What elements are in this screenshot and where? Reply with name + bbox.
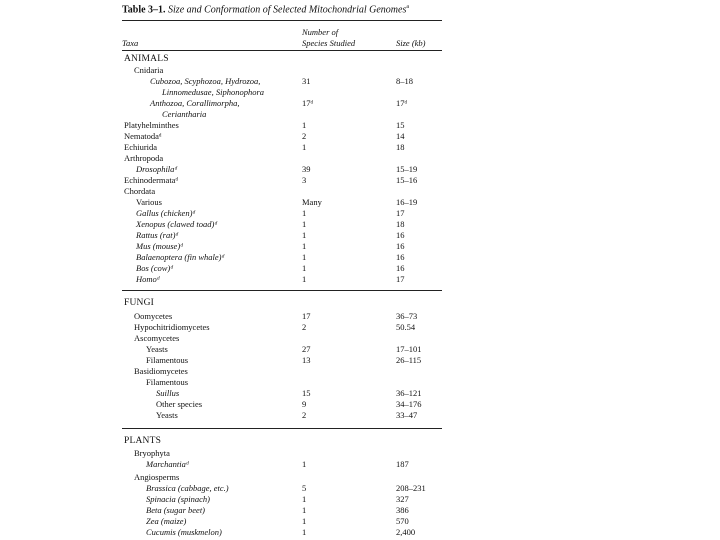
species-count-cell: 1 (302, 252, 307, 262)
table-row (0, 366, 720, 377)
taxon-cell: Echiurida (124, 142, 158, 152)
size-kb-cell: 17 (396, 208, 405, 218)
taxon-cell: Filamentous (146, 355, 189, 365)
size-kb-cell: 15–19 (396, 164, 418, 174)
species-count-cell: 1 (302, 505, 307, 515)
table-row (0, 388, 720, 399)
species-count-cell: 17ᵈ (302, 98, 314, 108)
species-count-cell: 1 (302, 219, 307, 229)
taxon-cell: Oomycetes (134, 311, 173, 321)
taxon-cell: Yeasts (156, 410, 178, 420)
taxon-cell: Drosophilaᵈ (136, 164, 178, 174)
table-row (0, 344, 720, 355)
species-count-cell: 1 (302, 459, 307, 469)
table-row (0, 131, 720, 142)
table-row (0, 472, 720, 483)
column-header-taxa: Taxa (122, 38, 139, 48)
taxon-cell: Beta (sugar beet) (146, 505, 206, 515)
species-count-cell: 9 (302, 399, 307, 409)
taxon-cell: Chordata (124, 186, 156, 196)
table-row (0, 483, 720, 494)
table-row (0, 164, 720, 175)
species-count-cell: 15 (302, 388, 311, 398)
table-row (0, 109, 720, 120)
section-label-fungi: FUNGI (124, 298, 155, 308)
size-kb-cell: 14 (396, 131, 405, 141)
column-header-species-line2: Species Studied (302, 38, 356, 48)
size-kb-cell: 15–16 (396, 175, 418, 185)
species-count-cell: 1 (302, 230, 307, 240)
table-row (0, 377, 720, 388)
species-count-cell: 2 (302, 410, 307, 420)
size-kb-cell: 18 (396, 142, 405, 152)
taxon-cell: Nematodaᵈ (124, 131, 162, 141)
top-rule (122, 20, 442, 21)
table-row (0, 436, 720, 447)
size-kb-cell: 16 (396, 263, 405, 273)
species-count-cell: 1 (302, 241, 307, 251)
species-count-cell: 1 (302, 263, 307, 273)
table-caption (122, 4, 409, 15)
table-row (0, 494, 720, 505)
size-kb-cell: 33–47 (396, 410, 418, 420)
table-row (0, 322, 720, 333)
size-kb-cell: 18 (396, 219, 405, 229)
taxon-cell: Marchantiaᵈ (146, 459, 189, 469)
taxon-cell: Various (136, 197, 162, 207)
size-kb-cell: 16–19 (396, 197, 418, 207)
size-kb-cell: 208–231 (396, 483, 426, 493)
table-row (0, 142, 720, 153)
species-count-cell: 13 (302, 355, 311, 365)
size-kb-cell: 17ᵈ (396, 98, 408, 108)
taxon-cell: Arthropoda (124, 153, 164, 163)
section-rule (122, 428, 442, 429)
table-row (0, 505, 720, 516)
taxon-cell: Cubozoa, Scyphozoa, Hydrozoa, (150, 76, 261, 86)
table-row (0, 175, 720, 186)
table-row (0, 197, 720, 208)
taxon-cell: Balaenoptera (fin whale)ᵈ (136, 252, 225, 262)
size-kb-cell: 386 (396, 505, 409, 515)
taxon-cell: Spinacia (spinach) (146, 494, 210, 504)
table-row (0, 120, 720, 131)
species-count-cell: 2 (302, 131, 307, 141)
size-kb-cell: 2,400 (396, 527, 416, 537)
table-row (0, 410, 720, 421)
table-row (0, 355, 720, 366)
taxon-cell: Rattus (rat)ᵈ (136, 230, 179, 240)
species-count-cell: 17 (302, 311, 311, 321)
table-row (0, 65, 720, 76)
species-count-cell: 2 (302, 322, 307, 332)
size-kb-cell: 15 (396, 120, 405, 130)
size-kb-cell: 187 (396, 459, 409, 469)
taxon-cell: Xenopus (clawed toad)ᵈ (136, 219, 218, 229)
taxon-cell: Zea (maize) (146, 516, 187, 526)
table-row (0, 459, 720, 470)
species-count-cell: 3 (302, 175, 307, 185)
species-count-cell: 31 (302, 76, 311, 86)
species-count-cell: 1 (302, 527, 307, 537)
taxon-cell: Filamentous (146, 377, 189, 387)
size-kb-cell: 8–18 (396, 76, 413, 86)
header-rule (122, 50, 442, 51)
table-row (0, 54, 720, 65)
taxon-cell: Suillus (156, 388, 180, 398)
size-kb-cell: 34–176 (396, 399, 422, 409)
table-row (0, 76, 720, 87)
species-count-cell: 5 (302, 483, 307, 493)
taxon-cell: Platyhelminthes (124, 120, 179, 130)
size-kb-cell: 50.54 (396, 322, 416, 332)
table-row (0, 399, 720, 410)
taxon-cell: Cucumis (muskmelon) (146, 527, 222, 537)
size-kb-cell: 36–73 (396, 311, 418, 321)
taxon-cell: Ascomycetes (134, 333, 180, 343)
section-rule (122, 290, 442, 291)
species-count-cell: 1 (302, 208, 307, 218)
taxon-cell: Angiosperms (134, 472, 180, 482)
taxon-cell: Yeasts (146, 344, 168, 354)
taxon-cell: Linnomedusae, Siphonophora (162, 87, 264, 97)
table-row (0, 87, 720, 98)
taxon-cell: Other species (156, 399, 203, 409)
table-row (0, 186, 720, 197)
table-row (0, 527, 720, 538)
title-footnote-mark: a (406, 4, 410, 10)
table-title: Size and Conformation of Selected Mitochondrial Genomes (168, 4, 407, 16)
table-row (0, 448, 720, 459)
species-count-cell: 27 (302, 344, 311, 354)
section-label-animals: ANIMALS (124, 54, 169, 64)
taxon-cell: Cnidaria (134, 65, 164, 75)
taxon-cell: Basidiomycetes (134, 366, 188, 376)
size-kb-cell: 570 (396, 516, 409, 526)
size-kb-cell: 26–115 (396, 355, 422, 365)
table-row (0, 298, 720, 309)
table-row (0, 333, 720, 344)
table-row (0, 263, 720, 274)
table-row (0, 208, 720, 219)
section-label-plants: PLANTS (124, 436, 162, 446)
species-count-cell: 39 (302, 164, 311, 174)
taxon-cell: Bryophyta (134, 448, 170, 458)
table-number: Table 3–1. (122, 4, 166, 16)
size-kb-cell: 17–101 (396, 344, 422, 354)
taxon-cell: Ceriantharia (162, 109, 207, 119)
size-kb-cell: 327 (396, 494, 409, 504)
taxon-cell: Gallus (chicken)ᵈ (136, 208, 196, 218)
species-count-cell: 1 (302, 120, 307, 130)
taxon-cell: Anthozoa, Corallimorpha, (150, 98, 240, 108)
taxon-cell: Homoᵈ (136, 274, 160, 284)
taxon-cell: Echinodermataᵈ (124, 175, 179, 185)
species-count-cell: 1 (302, 274, 307, 284)
table-row (0, 252, 720, 263)
species-count-cell: 1 (302, 516, 307, 526)
table-row (0, 230, 720, 241)
table-row (0, 311, 720, 322)
taxon-cell: Brassica (cabbage, etc.) (146, 483, 229, 493)
species-count-cell: 1 (302, 142, 307, 152)
table-row (0, 153, 720, 164)
column-header-size: Size (kb) (396, 38, 426, 48)
taxon-cell: Hypochitridiomycetes (134, 322, 210, 332)
species-count-cell: Many (302, 197, 322, 207)
table-row (0, 274, 720, 285)
size-kb-cell: 16 (396, 230, 405, 240)
column-header-species-line1: Number of (302, 27, 339, 37)
table-row (0, 219, 720, 230)
size-kb-cell: 17 (396, 274, 405, 284)
size-kb-cell: 16 (396, 252, 405, 262)
table-row (0, 241, 720, 252)
table-row (0, 98, 720, 109)
table-row (0, 516, 720, 527)
size-kb-cell: 16 (396, 241, 405, 251)
size-kb-cell: 36–121 (396, 388, 422, 398)
species-count-cell: 1 (302, 494, 307, 504)
taxon-cell: Bos (cow)ᵈ (136, 263, 173, 273)
taxon-cell: Mus (mouse)ᵈ (136, 241, 183, 251)
